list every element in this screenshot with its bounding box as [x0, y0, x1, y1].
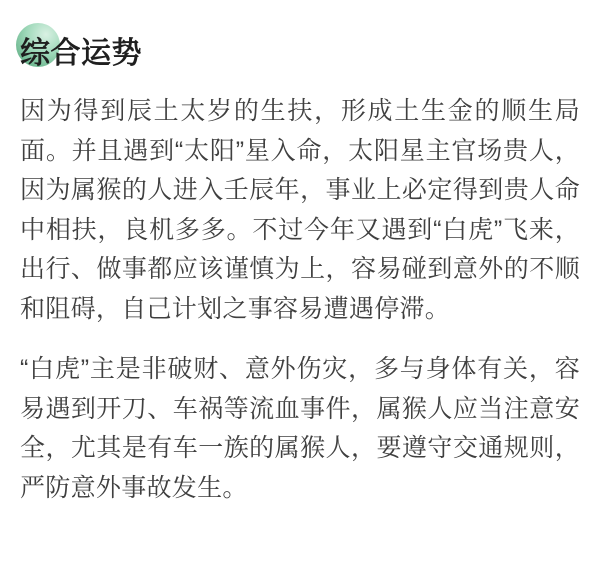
fortune-paragraph-1: 因为得到辰土太岁的生扶，形成土生金的顺生局面。并且遇到“太阳”星入命，太阳星主官场贵人，因为属猴的人进入壬辰年，事业上必定得到贵人命中相扶，良机多多。不过今年又遇到“白虎”飞来，出行、做事都应该谨慎为上，容易碰到意外的不顺和阻碍，自己计划之事容易遭遇停滞。 — [20, 97, 580, 323]
fortune-paragraph-2: “白虎”主是非破财、意外伤灾，多与身体有关，容易遇到开刀、车祸等流血事件，属猴人应当注意安全，尤其是有车一族的属猴人，要遵守交通规则，严防意外事故发生。 — [20, 355, 580, 502]
section-title — [20, 34, 580, 74]
section-title-text: 综合运势 — [20, 37, 142, 70]
